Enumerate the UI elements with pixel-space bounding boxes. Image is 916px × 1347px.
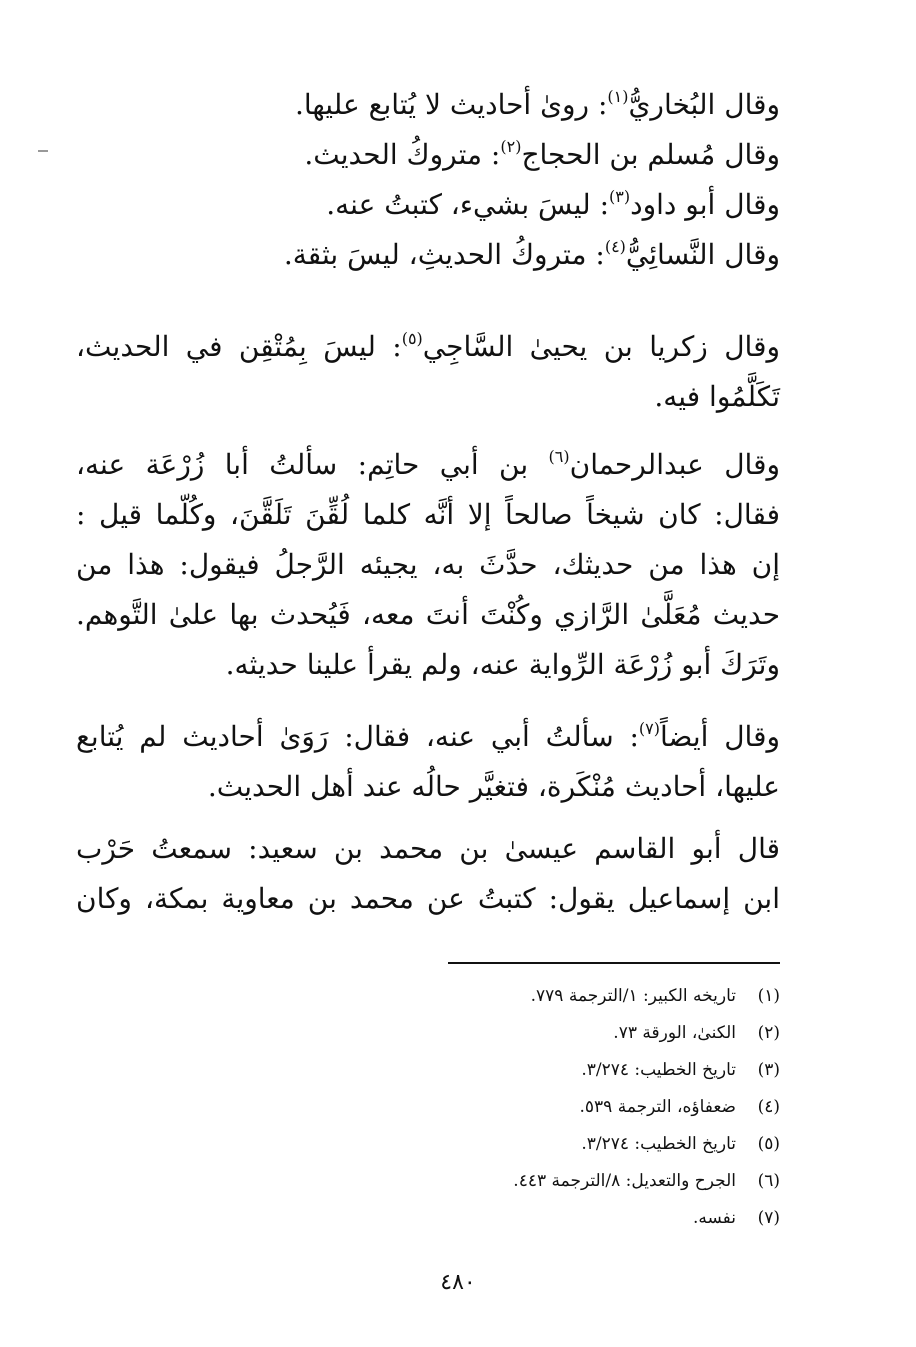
line-text: وقال البُخاريُّ <box>628 88 780 121</box>
line-text: قال أبو القاسم عيسىٰ بن محمد بن سعيد: سمعتُ حَرْب <box>76 832 780 865</box>
footnote-text: ضعفاؤه، الترجمة ٥٣٩. <box>579 1097 736 1117</box>
line-text: ابن إسماعيل يقول: كتبتُ عن محمد بن معاوية بمكة، وكان <box>76 882 780 915</box>
line-text: وقال أبو داود <box>630 188 780 221</box>
text-line <box>76 824 780 874</box>
footnote <box>300 1089 780 1126</box>
line-text: حديث مُعَلَّىٰ الرَّازي وكُنْتَ أنتَ معه، فَيُحدث بها علىٰ التَّوهم. <box>76 598 780 631</box>
footnote-number: (٧) <box>757 1208 780 1228</box>
text-line <box>76 440 780 490</box>
text-line <box>76 80 780 130</box>
text-line <box>76 640 780 690</box>
line-text: وقال مُسلم بن الحجاج <box>521 138 780 171</box>
footnote <box>300 1126 780 1163</box>
line-text-continued: : روىٰ أحاديث لا يُتابع عليها. <box>294 88 608 121</box>
text-line <box>76 874 780 924</box>
line-text: وقال أيضاً <box>660 720 780 753</box>
footnote-separator <box>448 962 780 964</box>
line-text: فقال: كان شيخاً صالحاً إلا أنَّه كلما لُقِّنَ تَلَقَّنَ، وكُلّما قيل : <box>76 498 780 531</box>
footnote-ref[interactable]: (٤) <box>604 237 626 256</box>
footnote-number: (٥) <box>757 1134 780 1154</box>
line-text-continued: : متروكُ الحديثِ، ليسَ بثقة. <box>283 238 605 271</box>
line-text-continued: : ليسَ بشيء، كتبتُ عنه. <box>326 188 610 221</box>
paragraph <box>76 712 780 812</box>
line-text: وقال النَّسائِيُّ <box>625 238 780 271</box>
text-line <box>76 762 780 812</box>
footnote-ref[interactable]: (٧) <box>638 719 660 738</box>
footnote-ref[interactable]: (٦) <box>548 447 570 466</box>
footnote-ref[interactable]: (٢) <box>500 137 522 156</box>
text-line <box>76 590 780 640</box>
footnotes <box>300 978 780 1237</box>
line-text: إن هذا من حديثك، حدَّثَ به، يجيئه الرَّجلُ فيقول: هذا من <box>76 548 780 581</box>
footnote-text: الكنىٰ، الورقة ٧٣. <box>613 1023 736 1043</box>
footnote-number: (٤) <box>757 1097 780 1117</box>
page-number: ٤٨٠ <box>440 1270 476 1295</box>
text-line <box>76 490 780 540</box>
footnote-text: الجرح والتعديل: ٨/الترجمة ٤٤٣. <box>513 1171 736 1191</box>
footnote <box>300 1015 780 1052</box>
paragraph <box>76 440 780 690</box>
text-line <box>76 540 780 590</box>
footnote <box>300 1163 780 1200</box>
line-text: عليها، أحاديث مُنْكَرة، فتغيَّر حالُه عند أهل الحديث. <box>207 770 780 803</box>
footnote-ref[interactable]: (٣) <box>609 187 631 206</box>
text-line <box>76 230 780 280</box>
footnote-text: تاريخ الخطيب: ٣/٢٧٤. <box>581 1060 736 1080</box>
footnote <box>300 1200 780 1237</box>
line-text: وقال زكريا بن يحيىٰ السَّاجِي <box>422 330 780 363</box>
line-text-continued: : ليسَ بِمُتْقِن في الحديث، <box>76 330 402 363</box>
paragraph <box>76 80 780 280</box>
text-line <box>76 372 780 422</box>
footnote-text: تاريخه الكبير: ١/الترجمة ٧٧٩. <box>530 986 736 1006</box>
footnote <box>300 978 780 1015</box>
line-text-continued: بن أبي حاتِم: سألتُ أبا زُرْعَة عنه، <box>76 448 549 481</box>
footnote-number: (٢) <box>757 1023 780 1043</box>
footnote <box>300 1052 780 1089</box>
margin-mark <box>38 150 48 152</box>
line-text: وقال عبدالرحمان <box>569 448 780 481</box>
footnote-number: (٣) <box>757 1060 780 1080</box>
line-text: تَكَلَّمُوا فيه. <box>654 380 780 413</box>
line-text: وتَرَكَ أبو زُرْعَة الرِّواية عنه، ولم يقرأ علينا حديثه. <box>225 648 780 681</box>
text-line <box>76 322 780 372</box>
text-line <box>76 712 780 762</box>
footnote-number: (٦) <box>757 1171 780 1191</box>
paragraph <box>76 824 780 924</box>
footnote-ref[interactable]: (١) <box>607 87 629 106</box>
footnote-number: (١) <box>757 986 780 1006</box>
line-text-continued: : سألتُ أبي عنه، فقال: رَوَىٰ أحاديث لم يُتابع <box>76 720 639 753</box>
paragraph <box>76 322 780 422</box>
text-line <box>76 130 780 180</box>
footnote-ref[interactable]: (٥) <box>401 329 423 348</box>
footnote-text: تاريخ الخطيب: ٣/٢٧٤. <box>581 1134 736 1154</box>
line-text-continued: : متروكُ الحديث. <box>304 138 501 171</box>
footnote-text: نفسه. <box>692 1208 736 1228</box>
text-line <box>76 180 780 230</box>
